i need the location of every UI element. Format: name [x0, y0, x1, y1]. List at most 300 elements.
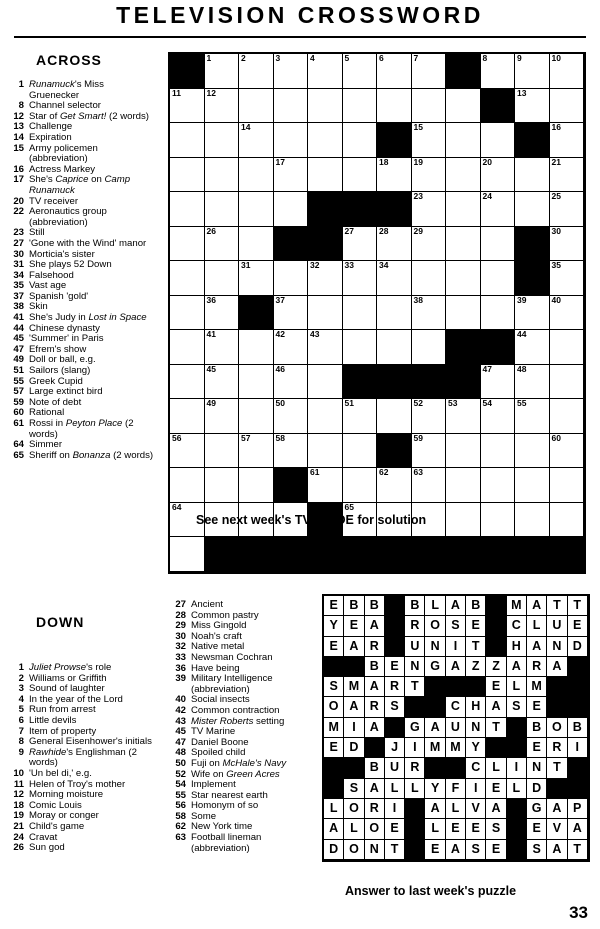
grid-cell[interactable] — [550, 399, 585, 434]
grid-cell[interactable] — [170, 434, 205, 469]
grid-cell[interactable] — [446, 192, 481, 227]
answer-cell: A — [365, 779, 385, 799]
answer-cell-block — [486, 596, 506, 616]
answer-cell: Y — [466, 738, 486, 758]
answer-cell: U — [405, 637, 425, 657]
grid-cell-block — [377, 192, 412, 227]
grid-cell[interactable] — [205, 192, 240, 227]
clue-number: 52 — [175, 768, 186, 780]
grid-cell[interactable] — [412, 434, 447, 469]
answer-cell: T — [466, 637, 486, 657]
grid-cell[interactable] — [170, 261, 205, 296]
grid-cell[interactable] — [481, 123, 516, 158]
down-clue-list-column-2 — [168, 600, 318, 854]
grid-cell-number: 49 — [206, 398, 216, 408]
grid-cell[interactable] — [550, 227, 585, 262]
grid-cell[interactable] — [239, 123, 274, 158]
grid-cell[interactable] — [446, 89, 481, 124]
grid-cell[interactable] — [308, 158, 343, 193]
grid-cell[interactable] — [550, 503, 585, 538]
grid-cell[interactable] — [343, 468, 378, 503]
clue-number: 62 — [175, 821, 186, 833]
clue-number: 57 — [13, 386, 24, 398]
grid-cell[interactable] — [412, 227, 447, 262]
clue-number: 7 — [18, 725, 24, 737]
grid-cell[interactable] — [343, 158, 378, 193]
grid-cell[interactable] — [515, 296, 550, 331]
answer-cell: E — [324, 738, 344, 758]
grid-cell-number: 45 — [206, 363, 216, 374]
answer-cell: O — [425, 616, 445, 636]
grid-cell-number: 44 — [517, 329, 527, 339]
answer-cell-block — [568, 697, 588, 717]
grid-cell[interactable] — [481, 296, 516, 331]
answer-cell-block — [507, 718, 527, 738]
grid-cell[interactable] — [550, 89, 585, 124]
grid-cell[interactable] — [308, 89, 343, 124]
grid-cell[interactable] — [343, 296, 378, 331]
clue-number: 31 — [13, 259, 24, 271]
answer-note: Answer to last week's puzzle — [345, 884, 517, 898]
grid-cell[interactable] — [239, 365, 274, 400]
grid-cell[interactable] — [274, 54, 309, 89]
crossword-grid[interactable] — [168, 52, 586, 574]
clue-text: Mister Roberts setting — [191, 715, 285, 727]
grid-cell-number: 52 — [413, 398, 423, 408]
answer-cell-block — [324, 657, 344, 677]
clue-number: 47 — [13, 343, 24, 355]
grid-cell[interactable] — [515, 54, 550, 89]
grid-cell[interactable] — [274, 296, 309, 331]
grid-cell-block — [481, 89, 516, 124]
grid-cell[interactable] — [446, 468, 481, 503]
clue-text: Morning moisture — [29, 789, 104, 801]
clue-text: Wife on Green Acres — [191, 768, 280, 780]
grid-cell[interactable] — [170, 89, 205, 124]
grid-cell[interactable] — [377, 399, 412, 434]
grid-cell[interactable] — [446, 227, 481, 262]
answer-cell: T — [547, 596, 567, 616]
grid-cell[interactable] — [550, 261, 585, 296]
clue-number: 29 — [175, 620, 186, 632]
clue-number: 48 — [175, 747, 186, 759]
grid-cell[interactable] — [412, 158, 447, 193]
grid-cell[interactable] — [412, 54, 447, 89]
down-clue-item — [168, 653, 318, 664]
grid-cell[interactable] — [205, 158, 240, 193]
grid-cell[interactable] — [446, 261, 481, 296]
grid-cell[interactable] — [170, 123, 205, 158]
grid-cell[interactable] — [205, 261, 240, 296]
answer-cell: E — [466, 819, 486, 839]
answer-cell: I — [568, 738, 588, 758]
answer-cell: B — [365, 596, 385, 616]
grid-cell[interactable] — [343, 434, 378, 469]
grid-cell[interactable] — [308, 296, 343, 331]
clue-text: New York time — [191, 821, 253, 833]
grid-cell[interactable] — [446, 434, 481, 469]
clue-text: 'Un bel di,' e.g. — [29, 767, 92, 779]
grid-cell[interactable] — [343, 330, 378, 365]
grid-cell[interactable] — [205, 296, 240, 331]
grid-cell-number: 34 — [379, 260, 389, 270]
grid-cell[interactable] — [170, 192, 205, 227]
grid-cell[interactable] — [515, 89, 550, 124]
grid-cell[interactable] — [239, 158, 274, 193]
answer-cell: N — [547, 637, 567, 657]
grid-cell[interactable] — [205, 434, 240, 469]
grid-cell-number: 31 — [241, 260, 251, 270]
grid-cell[interactable] — [481, 227, 516, 262]
answer-cell: A — [527, 637, 547, 657]
grid-cell[interactable] — [308, 54, 343, 89]
clue-text: Miss Gingold — [191, 620, 247, 632]
grid-cell[interactable] — [239, 399, 274, 434]
grid-cell[interactable] — [239, 192, 274, 227]
grid-cell[interactable] — [239, 261, 274, 296]
grid-cell[interactable] — [170, 399, 205, 434]
grid-cell[interactable] — [377, 89, 412, 124]
answer-cell: E — [527, 697, 547, 717]
grid-cell[interactable] — [377, 296, 412, 331]
grid-cell-block — [515, 261, 550, 296]
down-clue-item — [6, 748, 156, 769]
grid-cell[interactable] — [274, 158, 309, 193]
answer-cell: S — [344, 779, 364, 799]
answer-cell: E — [486, 779, 506, 799]
clue-text: Moray or conger — [29, 810, 99, 822]
grid-cell[interactable] — [239, 227, 274, 262]
grid-cell[interactable] — [515, 330, 550, 365]
clue-text: Ancient — [191, 599, 223, 610]
grid-cell[interactable] — [412, 468, 447, 503]
answer-cell: A — [568, 819, 588, 839]
answer-cell: T — [568, 840, 588, 860]
grid-cell[interactable] — [481, 365, 516, 400]
clue-text: Skin — [29, 301, 48, 313]
down-clue-item — [6, 716, 156, 727]
answer-cell-block — [507, 819, 527, 839]
grid-cell[interactable] — [481, 54, 516, 89]
clue-text: Greek Cupid — [29, 375, 83, 387]
grid-cell[interactable] — [274, 89, 309, 124]
answer-cell-block — [547, 779, 567, 799]
clue-number: 44 — [13, 322, 24, 334]
grid-cell[interactable] — [446, 503, 481, 538]
answer-cell-block — [486, 616, 506, 636]
grid-cell[interactable] — [550, 365, 585, 400]
clue-text: Have being — [191, 662, 240, 674]
clue-number: 2 — [18, 672, 24, 684]
grid-cell[interactable] — [239, 330, 274, 365]
grid-cell[interactable] — [239, 434, 274, 469]
grid-cell[interactable] — [412, 261, 447, 296]
grid-cell[interactable] — [308, 434, 343, 469]
grid-cell[interactable] — [412, 330, 447, 365]
clue-text: Morticia's sister — [29, 248, 95, 260]
grid-cell[interactable] — [550, 296, 585, 331]
grid-cell[interactable] — [412, 192, 447, 227]
grid-cell[interactable] — [515, 434, 550, 469]
grid-cell[interactable] — [550, 330, 585, 365]
grid-cell[interactable] — [343, 89, 378, 124]
grid-cell[interactable] — [205, 227, 240, 262]
grid-cell[interactable] — [377, 54, 412, 89]
grid-cell[interactable] — [481, 468, 516, 503]
grid-cell-number: 19 — [413, 156, 423, 167]
grid-cell[interactable] — [515, 468, 550, 503]
grid-cell[interactable] — [377, 227, 412, 262]
answer-cell: R — [365, 799, 385, 819]
grid-cell-block — [446, 330, 481, 365]
grid-cell-number: 11 — [172, 87, 181, 98]
clue-number: 45 — [13, 333, 24, 345]
grid-cell-number: 50 — [275, 398, 285, 408]
answer-cell: L — [344, 819, 364, 839]
answer-cell: N — [365, 840, 385, 860]
grid-cell[interactable] — [446, 399, 481, 434]
across-clue-item — [6, 175, 156, 196]
answer-cell: D — [344, 738, 364, 758]
answer-cell-block — [507, 840, 527, 860]
grid-cell[interactable] — [205, 123, 240, 158]
answer-cell: B — [365, 758, 385, 778]
answer-cell: E — [568, 616, 588, 636]
grid-cell[interactable] — [308, 365, 343, 400]
grid-cell[interactable] — [170, 227, 205, 262]
clue-text: Still — [29, 227, 45, 239]
grid-cell[interactable] — [446, 296, 481, 331]
clue-text: Newsman Cochran — [191, 651, 273, 663]
grid-cell[interactable] — [308, 399, 343, 434]
grid-cell-number: 55 — [517, 398, 527, 408]
clue-text: Simmer — [29, 439, 63, 451]
grid-cell-number: 57 — [241, 432, 251, 443]
clue-text: Sheriff on Bonanza (2 words) — [29, 449, 154, 461]
clue-text: Football lineman (abbreviation) — [191, 832, 262, 854]
grid-cell[interactable] — [515, 192, 550, 227]
answer-cell: I — [344, 718, 364, 738]
grid-cell[interactable] — [515, 399, 550, 434]
answer-cell: S — [446, 616, 466, 636]
clue-text: Actress Markey — [29, 163, 96, 175]
grid-cell-number: 56 — [172, 432, 182, 443]
answer-cell: M — [425, 738, 445, 758]
clue-text: Native metal — [191, 641, 245, 653]
clue-text: Spoiled child — [191, 747, 246, 759]
across-clue-item — [6, 207, 156, 228]
answer-cell: Y — [324, 616, 344, 636]
clue-number: 43 — [175, 715, 186, 727]
grid-cell[interactable] — [412, 123, 447, 158]
answer-cell-block — [507, 738, 527, 758]
clue-number: 22 — [13, 206, 24, 218]
clue-text: Channel selector — [29, 100, 101, 112]
grid-cell[interactable] — [274, 434, 309, 469]
answer-cell: T — [568, 596, 588, 616]
clue-number: 45 — [175, 726, 186, 738]
clue-text: Army policemen (abbreviation) — [29, 142, 98, 165]
grid-cell[interactable] — [343, 261, 378, 296]
grid-cell[interactable] — [205, 468, 240, 503]
grid-cell[interactable] — [412, 296, 447, 331]
grid-cell[interactable] — [343, 399, 378, 434]
answer-cell: D — [324, 840, 344, 860]
grid-cell-number: 62 — [379, 467, 389, 477]
grid-cell[interactable] — [170, 296, 205, 331]
grid-cell-number: 59 — [413, 432, 423, 443]
grid-cell-number: 18 — [379, 156, 389, 167]
grid-cell[interactable] — [239, 54, 274, 89]
grid-cell[interactable] — [515, 158, 550, 193]
answer-cell: S — [527, 840, 547, 860]
clue-number: 54 — [175, 779, 186, 791]
grid-cell[interactable] — [170, 158, 205, 193]
grid-cell[interactable] — [205, 365, 240, 400]
answer-cell-block — [344, 657, 364, 677]
grid-cell[interactable] — [205, 89, 240, 124]
grid-cell[interactable] — [446, 158, 481, 193]
grid-cell[interactable] — [205, 399, 240, 434]
grid-cell[interactable] — [205, 54, 240, 89]
grid-cell-block — [308, 227, 343, 262]
grid-cell[interactable] — [550, 434, 585, 469]
grid-cell[interactable] — [308, 468, 343, 503]
grid-cell[interactable] — [446, 123, 481, 158]
grid-cell[interactable] — [481, 158, 516, 193]
clue-number: 30 — [175, 630, 186, 642]
grid-cell[interactable] — [412, 89, 447, 124]
grid-cell[interactable] — [481, 503, 516, 538]
clue-number: 55 — [13, 375, 24, 387]
answer-cell: S — [486, 819, 506, 839]
answer-cell: L — [324, 799, 344, 819]
clue-number: 58 — [175, 810, 186, 822]
grid-cell-number: 54 — [482, 398, 492, 408]
clue-text: Sailors (slang) — [29, 365, 91, 377]
grid-cell[interactable] — [274, 330, 309, 365]
answer-cell: Z — [466, 657, 486, 677]
grid-cell[interactable] — [343, 123, 378, 158]
grid-cell-number: 12 — [206, 87, 216, 98]
grid-cell[interactable] — [239, 468, 274, 503]
grid-cell[interactable] — [170, 330, 205, 365]
clue-text: Note of debt — [29, 396, 82, 408]
grid-cell[interactable] — [170, 537, 205, 572]
grid-cell[interactable] — [515, 503, 550, 538]
down-clue-item — [6, 822, 156, 833]
answer-cell-block — [425, 697, 445, 717]
answer-cell-block — [568, 779, 588, 799]
clue-text: Aeronautics group (abbreviation) — [29, 206, 107, 228]
answer-cell-block — [405, 697, 425, 717]
grid-cell[interactable] — [377, 261, 412, 296]
grid-cell[interactable] — [377, 158, 412, 193]
grid-cell-block — [515, 227, 550, 262]
grid-cell-number: 6 — [379, 53, 384, 63]
grid-cell[interactable] — [377, 468, 412, 503]
answer-cell: E — [344, 616, 364, 636]
answer-cell: M — [344, 677, 364, 697]
grid-cell[interactable] — [481, 261, 516, 296]
grid-cell[interactable] — [274, 192, 309, 227]
grid-cell-block — [170, 54, 205, 89]
answer-cell: O — [547, 718, 567, 738]
grid-cell[interactable] — [274, 365, 309, 400]
clue-text: Rossi in Peyton Place (2 words) — [29, 418, 134, 440]
grid-cell[interactable] — [412, 399, 447, 434]
grid-cell-block — [274, 468, 309, 503]
grid-cell[interactable] — [308, 261, 343, 296]
grid-cell[interactable] — [205, 330, 240, 365]
grid-cell-number: 64 — [172, 501, 182, 512]
grid-cell-number: 27 — [344, 225, 354, 236]
grid-cell[interactable] — [515, 365, 550, 400]
clue-number: 4 — [18, 693, 24, 705]
grid-cell[interactable] — [274, 123, 309, 158]
down-heading: DOWN — [36, 614, 85, 630]
answer-cell-block — [405, 799, 425, 819]
answer-cell: I — [405, 738, 425, 758]
clue-number: 49 — [13, 354, 24, 366]
grid-cell-block — [446, 54, 481, 89]
grid-cell[interactable] — [550, 54, 585, 89]
grid-cell[interactable] — [274, 399, 309, 434]
grid-cell[interactable] — [377, 330, 412, 365]
down-clue-list-column-1 — [6, 663, 156, 854]
grid-cell-block — [377, 365, 412, 400]
grid-cell[interactable] — [239, 89, 274, 124]
grid-cell[interactable] — [343, 54, 378, 89]
grid-cell[interactable] — [481, 434, 516, 469]
grid-cell[interactable] — [308, 123, 343, 158]
grid-cell[interactable] — [343, 227, 378, 262]
clue-text: TV Marine — [191, 726, 236, 738]
clue-number: 39 — [175, 673, 186, 685]
answer-cell: E — [385, 657, 405, 677]
grid-cell[interactable] — [550, 123, 585, 158]
grid-cell[interactable] — [481, 399, 516, 434]
across-clue-item — [6, 419, 156, 440]
clue-number: 42 — [175, 704, 186, 716]
grid-cell[interactable] — [274, 261, 309, 296]
grid-cell-number: 47 — [482, 363, 492, 374]
clue-number: 17 — [13, 174, 24, 186]
answer-cell-block — [547, 697, 567, 717]
clue-number: 55 — [175, 789, 186, 801]
answer-cell: E — [324, 596, 344, 616]
grid-cell[interactable] — [550, 158, 585, 193]
grid-cell[interactable] — [550, 468, 585, 503]
grid-cell[interactable] — [550, 192, 585, 227]
grid-cell[interactable] — [308, 330, 343, 365]
clue-number: 3 — [18, 683, 24, 695]
answer-cell-block — [385, 718, 405, 738]
clue-text: TV receiver — [29, 195, 79, 207]
grid-cell[interactable] — [170, 468, 205, 503]
across-clue-list — [6, 80, 156, 461]
answer-cell: I — [385, 799, 405, 819]
answer-cell: L — [507, 779, 527, 799]
grid-cell-number: 23 — [413, 191, 423, 201]
down-clue-item — [168, 600, 318, 611]
grid-cell-number: 1 — [206, 53, 212, 63]
grid-cell[interactable] — [170, 365, 205, 400]
grid-cell-number: 60 — [551, 432, 561, 443]
grid-cell[interactable] — [481, 192, 516, 227]
clue-text: 'Summer' in Paris — [29, 333, 104, 345]
answer-cell: B — [405, 596, 425, 616]
